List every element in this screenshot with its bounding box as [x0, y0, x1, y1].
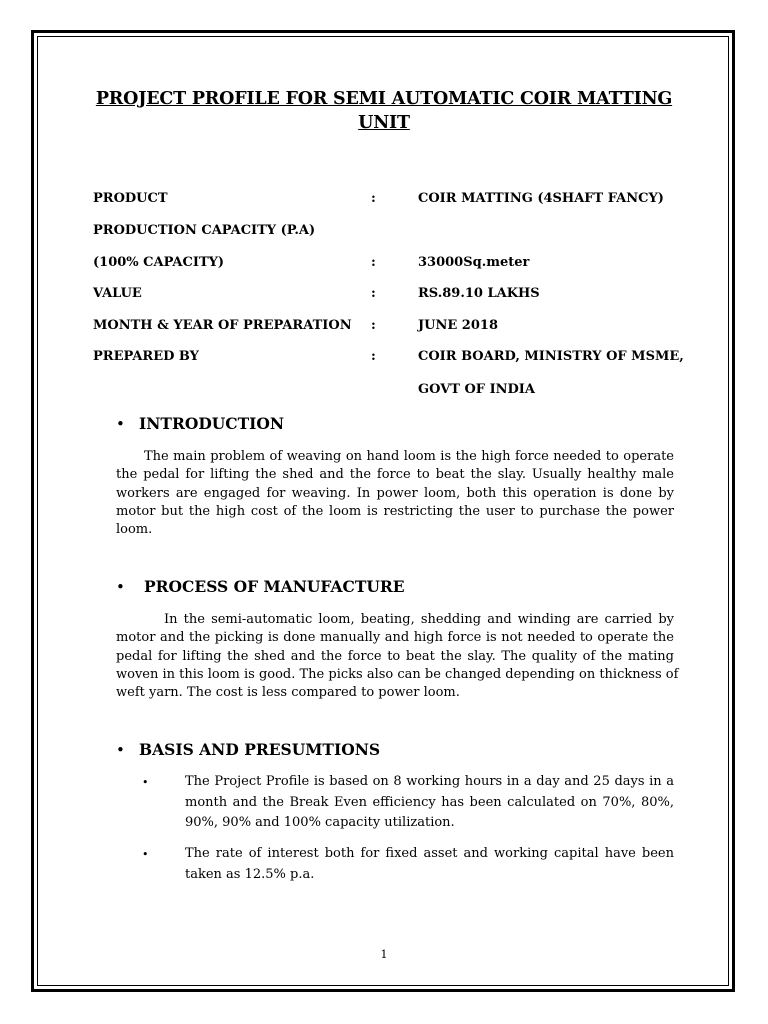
- heading-introduction: INTRODUCTION: [139, 414, 285, 433]
- info-row-prepared-by: [0, 349, 768, 369]
- info-value: COIR MATTING (4SHAFT FANCY): [418, 191, 664, 206]
- info-colon: :: [371, 349, 376, 364]
- sub-bullet-icon: •: [142, 848, 149, 861]
- paragraph-line: motor and the picking is done manually and high force is not needed to operate the: [116, 630, 674, 646]
- paragraph-line: woven in this loom is good. The picks also can be changed depending on thickness of: [116, 666, 679, 682]
- title-line-1: PROJECT PROFILE FOR SEMI AUTOMATIC COIR MATTING: [95, 89, 673, 109]
- info-row-capacity: [0, 255, 768, 275]
- info-colon: :: [371, 286, 376, 301]
- info-row-prepared-by-cont: [0, 382, 768, 402]
- paragraph-line: loom.: [116, 522, 153, 538]
- paragraph-line: The main problem of weaving on hand loom is the high force needed to operate: [144, 449, 674, 464]
- info-colon: :: [371, 318, 376, 333]
- item-line: 90%, 90% and 100% capacity utilization.: [185, 815, 455, 830]
- info-label: PRODUCTION CAPACITY (P.A): [93, 223, 316, 238]
- sub-bullet-icon: •: [142, 776, 149, 789]
- basis-item-2: [185, 844, 674, 885]
- page-number: 1: [380, 948, 388, 961]
- bullet-icon: •: [116, 741, 125, 759]
- info-value: COIR BOARD, MINISTRY OF MSME,: [418, 349, 684, 364]
- document-title: [80, 87, 688, 135]
- title-line-2: UNIT: [358, 113, 410, 133]
- info-value: 33000Sq.meter: [418, 255, 530, 270]
- info-row-preparation-date: [0, 318, 768, 338]
- bullet-icon: •: [116, 415, 125, 433]
- info-label: VALUE: [93, 286, 142, 301]
- paragraph-line: workers are engaged for weaving. In power loom, both this operation is done by: [116, 485, 674, 501]
- info-value: JUNE 2018: [418, 318, 498, 333]
- info-row-product: [0, 191, 768, 211]
- info-colon: :: [371, 255, 376, 270]
- info-row-value: [0, 286, 768, 306]
- paragraph-line: motor but the high cost of the loom is restricting the user to purchase the power: [116, 503, 674, 519]
- item-line: The rate of interest both for fixed asset and working capital have been: [185, 846, 674, 861]
- basis-item-1: [185, 772, 674, 834]
- info-label: (100% CAPACITY): [93, 255, 225, 270]
- info-label: PRODUCT: [93, 191, 168, 206]
- info-label: PREPARED BY: [93, 349, 199, 364]
- paragraph-line: weft yarn. The cost is less compared to power loom.: [116, 685, 460, 701]
- item-line: taken as 12.5% p.a.: [185, 866, 315, 882]
- item-line: The Project Profile is based on 8 working hours in a day and 25 days in a: [185, 774, 674, 789]
- info-label: MONTH & YEAR OF PREPARATION: [93, 318, 352, 333]
- heading-basis-and-presumptions: BASIS AND PRESUMTIONS: [139, 740, 381, 759]
- item-line: month and the Break Even efficiency has been calculated on 70%, 80%,: [185, 794, 674, 810]
- heading-process-of-manufacture: PROCESS OF MANUFACTURE: [144, 577, 405, 596]
- info-value: RS.89.10 LAKHS: [418, 286, 540, 301]
- info-value: GOVT OF INDIA: [418, 382, 535, 397]
- info-row-production-capacity: [0, 223, 768, 243]
- info-colon: :: [371, 191, 376, 206]
- paragraph-line: In the semi-automatic loom, beating, shedding and winding are carried by: [164, 612, 674, 627]
- process-paragraph: [116, 611, 679, 702]
- paragraph-line: pedal for lifting the shed and the force to beat the slay. The quality of the mating: [116, 648, 674, 664]
- paragraph-line: the pedal for lifting the shed and the force to beat the slay. Usually healthy male: [116, 467, 674, 483]
- introduction-paragraph: [116, 448, 674, 539]
- bullet-icon: •: [116, 578, 125, 596]
